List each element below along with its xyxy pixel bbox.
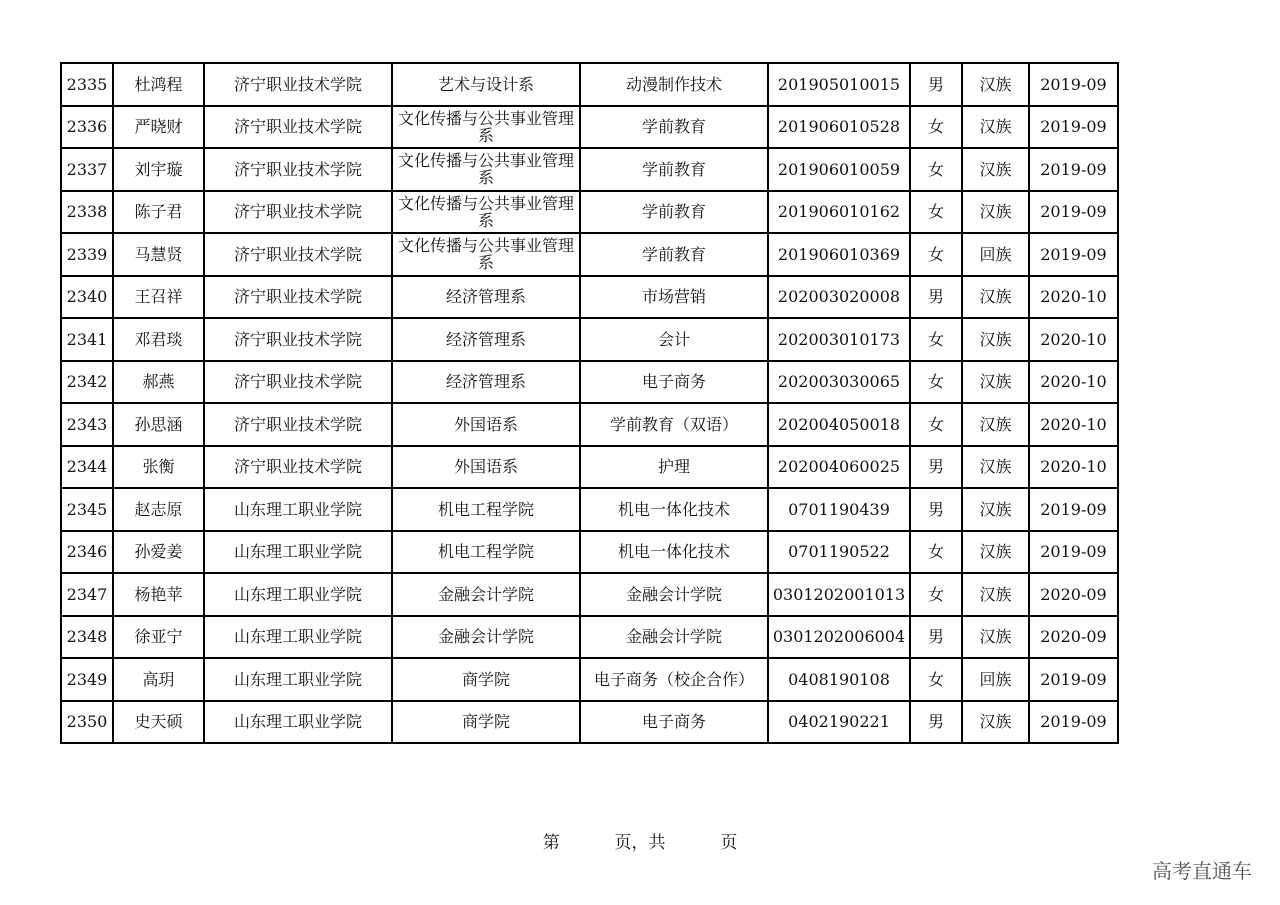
enroll-date-cell: 2020-10 (1029, 318, 1118, 361)
enroll-date-cell: 2020-10 (1029, 276, 1118, 319)
enroll-date-cell: 2019-09 (1029, 531, 1118, 574)
ethnicity-cell: 汉族 (962, 616, 1029, 659)
student-name-cell: 孙爱姜 (113, 531, 204, 574)
watermark-text: 高考直通车 (1152, 859, 1252, 883)
table-row (61, 658, 1118, 701)
school-name-cell: 济宁职业技术学院 (204, 276, 392, 319)
ethnicity-cell: 汉族 (962, 446, 1029, 489)
major-cell: 金融会计学院 (580, 616, 768, 659)
major-cell: 电子商务 (580, 701, 768, 744)
school-name-cell: 济宁职业技术学院 (204, 106, 392, 149)
student-name-cell: 高玥 (113, 658, 204, 701)
department-cell: 商学院 (392, 658, 580, 701)
gender-cell: 男 (910, 701, 962, 744)
student-name-cell: 严晓财 (113, 106, 204, 149)
school-name-cell: 山东理工职业学院 (204, 488, 392, 531)
row-number-cell: 2339 (61, 233, 113, 276)
student-roster-table (60, 62, 1119, 744)
school-name-cell: 济宁职业技术学院 (204, 361, 392, 404)
major-cell: 会计 (580, 318, 768, 361)
row-number-cell: 2345 (61, 488, 113, 531)
major-cell: 学前教育 (580, 233, 768, 276)
enroll-date-cell: 2019-09 (1029, 191, 1118, 234)
gender-cell: 女 (910, 658, 962, 701)
major-cell: 护理 (580, 446, 768, 489)
ethnicity-cell: 汉族 (962, 63, 1029, 106)
department-cell: 金融会计学院 (392, 616, 580, 659)
student-name-cell: 杨艳苹 (113, 573, 204, 616)
school-name-cell: 济宁职业技术学院 (204, 446, 392, 489)
major-cell: 电子商务 (580, 361, 768, 404)
department-cell: 商学院 (392, 701, 580, 744)
student-name-cell: 马慧贤 (113, 233, 204, 276)
department-cell: 艺术与设计系 (392, 63, 580, 106)
enroll-date-cell: 2020-09 (1029, 616, 1118, 659)
gender-cell: 女 (910, 361, 962, 404)
student-id-cell: 0701190522 (768, 531, 910, 574)
table-row (61, 233, 1118, 276)
ethnicity-cell: 汉族 (962, 191, 1029, 234)
student-name-cell: 徐亚宁 (113, 616, 204, 659)
student-id-cell: 0301202006004 (768, 616, 910, 659)
ethnicity-cell: 汉族 (962, 701, 1029, 744)
department-cell: 机电工程学院 (392, 488, 580, 531)
ethnicity-cell: 汉族 (962, 403, 1029, 446)
major-cell: 动漫制作技术 (580, 63, 768, 106)
ethnicity-cell: 回族 (962, 658, 1029, 701)
ethnicity-cell: 回族 (962, 233, 1029, 276)
table-row (61, 403, 1118, 446)
gender-cell: 女 (910, 106, 962, 149)
student-id-cell: 0701190439 (768, 488, 910, 531)
department-cell: 经济管理系 (392, 318, 580, 361)
row-number-cell: 2335 (61, 63, 113, 106)
school-name-cell: 山东理工职业学院 (204, 531, 392, 574)
enroll-date-cell: 2019-09 (1029, 488, 1118, 531)
major-cell: 机电一体化技术 (580, 488, 768, 531)
table-row (61, 701, 1118, 744)
ethnicity-cell: 汉族 (962, 573, 1029, 616)
major-cell: 金融会计学院 (580, 573, 768, 616)
row-number-cell: 2346 (61, 531, 113, 574)
department-cell: 文化传播与公共事业管理系 (392, 106, 580, 149)
ethnicity-cell: 汉族 (962, 276, 1029, 319)
table-row (61, 148, 1118, 191)
enroll-date-cell: 2020-10 (1029, 361, 1118, 404)
row-number-cell: 2347 (61, 573, 113, 616)
row-number-cell: 2340 (61, 276, 113, 319)
student-name-cell: 杜鸿程 (113, 63, 204, 106)
student-id-cell: 0408190108 (768, 658, 910, 701)
gender-cell: 男 (910, 488, 962, 531)
school-name-cell: 济宁职业技术学院 (204, 63, 392, 106)
student-id-cell: 0301202001013 (768, 573, 910, 616)
row-number-cell: 2342 (61, 361, 113, 404)
ethnicity-cell: 汉族 (962, 361, 1029, 404)
major-cell: 市场营销 (580, 276, 768, 319)
department-cell: 文化传播与公共事业管理系 (392, 233, 580, 276)
table-row (61, 63, 1118, 106)
ethnicity-cell: 汉族 (962, 148, 1029, 191)
row-number-cell: 2343 (61, 403, 113, 446)
student-id-cell: 201906010369 (768, 233, 910, 276)
school-name-cell: 山东理工职业学院 (204, 616, 392, 659)
gender-cell: 女 (910, 403, 962, 446)
school-name-cell: 山东理工职业学院 (204, 701, 392, 744)
student-name-cell: 孙思涵 (113, 403, 204, 446)
student-name-cell: 张衡 (113, 446, 204, 489)
page-footer (0, 828, 1280, 853)
page-middle: 页，共 (614, 833, 666, 853)
enroll-date-cell: 2019-09 (1029, 148, 1118, 191)
major-cell: 学前教育 (580, 191, 768, 234)
gender-cell: 女 (910, 318, 962, 361)
row-number-cell: 2341 (61, 318, 113, 361)
ethnicity-cell: 汉族 (962, 488, 1029, 531)
school-name-cell: 山东理工职业学院 (204, 573, 392, 616)
gender-cell: 女 (910, 531, 962, 574)
student-name-cell: 王召祥 (113, 276, 204, 319)
table-row (61, 361, 1118, 404)
enroll-date-cell: 2019-09 (1029, 233, 1118, 276)
department-cell: 文化传播与公共事业管理系 (392, 148, 580, 191)
gender-cell: 女 (910, 148, 962, 191)
student-name-cell: 史天硕 (113, 701, 204, 744)
major-cell: 学前教育（双语） (580, 403, 768, 446)
ethnicity-cell: 汉族 (962, 318, 1029, 361)
major-cell: 电子商务（校企合作） (580, 658, 768, 701)
gender-cell: 男 (910, 446, 962, 489)
student-id-cell: 202003010173 (768, 318, 910, 361)
table-row (61, 531, 1118, 574)
gender-cell: 男 (910, 276, 962, 319)
student-id-cell: 201906010059 (768, 148, 910, 191)
gender-cell: 女 (910, 573, 962, 616)
table-row (61, 446, 1118, 489)
school-name-cell: 济宁职业技术学院 (204, 233, 392, 276)
row-number-cell: 2344 (61, 446, 113, 489)
student-id-cell: 202004060025 (768, 446, 910, 489)
enroll-date-cell: 2020-10 (1029, 403, 1118, 446)
page-suffix: 页 (720, 833, 738, 853)
student-id-cell: 202003030065 (768, 361, 910, 404)
enroll-date-cell: 2019-09 (1029, 106, 1118, 149)
student-name-cell: 赵志原 (113, 488, 204, 531)
enroll-date-cell: 2019-09 (1029, 701, 1118, 744)
department-cell: 经济管理系 (392, 361, 580, 404)
table-row (61, 488, 1118, 531)
student-id-cell: 202004050018 (768, 403, 910, 446)
school-name-cell: 济宁职业技术学院 (204, 191, 392, 234)
student-id-cell: 202003020008 (768, 276, 910, 319)
student-name-cell: 陈子君 (113, 191, 204, 234)
department-cell: 外国语系 (392, 446, 580, 489)
table-row (61, 106, 1118, 149)
enroll-date-cell: 2020-10 (1029, 446, 1118, 489)
major-cell: 学前教育 (580, 106, 768, 149)
student-id-cell: 201905010015 (768, 63, 910, 106)
table-row (61, 616, 1118, 659)
student-name-cell: 郝燕 (113, 361, 204, 404)
ethnicity-cell: 汉族 (962, 106, 1029, 149)
table-row (61, 276, 1118, 319)
gender-cell: 男 (910, 63, 962, 106)
department-cell: 外国语系 (392, 403, 580, 446)
department-cell: 金融会计学院 (392, 573, 580, 616)
student-id-cell: 0402190221 (768, 701, 910, 744)
enroll-date-cell: 2019-09 (1029, 658, 1118, 701)
table-row (61, 573, 1118, 616)
major-cell: 学前教育 (580, 148, 768, 191)
ethnicity-cell: 汉族 (962, 531, 1029, 574)
school-name-cell: 济宁职业技术学院 (204, 148, 392, 191)
school-name-cell: 山东理工职业学院 (204, 658, 392, 701)
gender-cell: 女 (910, 233, 962, 276)
department-cell: 机电工程学院 (392, 531, 580, 574)
department-cell: 经济管理系 (392, 276, 580, 319)
row-number-cell: 2336 (61, 106, 113, 149)
table-row (61, 191, 1118, 234)
gender-cell: 男 (910, 616, 962, 659)
page-prefix: 第 (542, 833, 560, 853)
student-id-cell: 201906010528 (768, 106, 910, 149)
student-name-cell: 刘宇璇 (113, 148, 204, 191)
roster-body (61, 63, 1118, 743)
row-number-cell: 2349 (61, 658, 113, 701)
student-name-cell: 邓君琰 (113, 318, 204, 361)
row-number-cell: 2337 (61, 148, 113, 191)
table-row (61, 318, 1118, 361)
student-id-cell: 201906010162 (768, 191, 910, 234)
gender-cell: 女 (910, 191, 962, 234)
enroll-date-cell: 2020-09 (1029, 573, 1118, 616)
row-number-cell: 2350 (61, 701, 113, 744)
school-name-cell: 济宁职业技术学院 (204, 403, 392, 446)
school-name-cell: 济宁职业技术学院 (204, 318, 392, 361)
row-number-cell: 2338 (61, 191, 113, 234)
row-number-cell: 2348 (61, 616, 113, 659)
enroll-date-cell: 2019-09 (1029, 63, 1118, 106)
major-cell: 机电一体化技术 (580, 531, 768, 574)
department-cell: 文化传播与公共事业管理系 (392, 191, 580, 234)
